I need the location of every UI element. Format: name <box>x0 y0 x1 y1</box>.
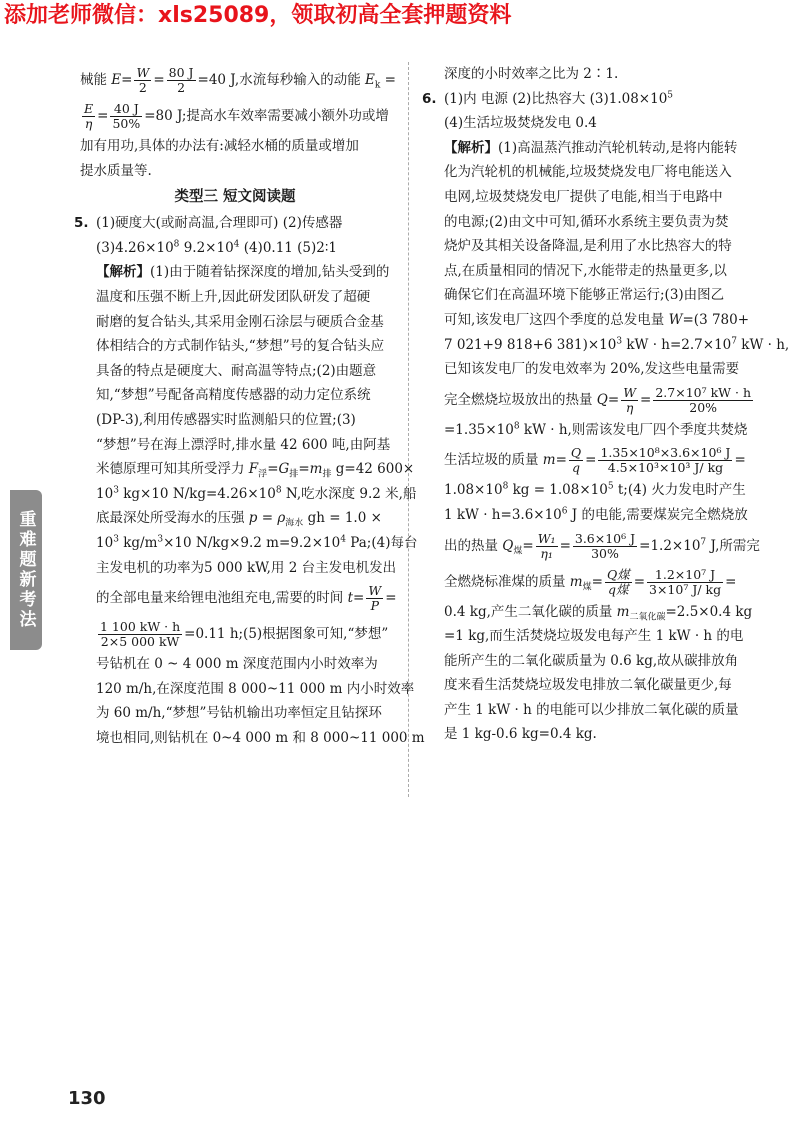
fraction: $\frac{40 J}{50\%}$ <box>112 101 141 131</box>
answer-line: (4)生活垃圾焚烧发电 0.4 <box>444 115 597 132</box>
page-number: 130 <box>68 1088 106 1109</box>
fraction: $\frac{\text{Q煤}}{\text{q煤}}$ <box>606 566 630 597</box>
section-heading: 类型三 短文阅读题 <box>174 189 296 206</box>
analysis-line: $10^3$ kg×10 $N/kg=4.26\times 10^8$ N,吃水深度 9.2 米,船 <box>96 485 417 502</box>
analysis-line: 底最深处所受海水的压强 $p = \rho_{海水}$ gh = 1.0 × <box>96 510 382 529</box>
analysis-line: 全燃烧标准煤的质量 $m_煤=$ $\frac{\text{Q煤}}{\text{q煤}}$ = $\frac{\text{1.2×10⁷ J}}{\text{3×10⁷ J/ kg}}$ = <box>444 566 737 597</box>
analysis-line: 温度和压强不断上升,因此研发团队研发了超硬 <box>96 288 371 305</box>
text-line: $\frac{E}{\eta}$ = $\frac{40 J}{50\%}$ =80 J;提高水车效率需要减小额外功或增 <box>84 101 389 131</box>
analysis-line: 度来看生活焚烧垃圾发电排放二氧化碳量更少,每 <box>444 677 732 694</box>
analysis-line: 1 kW · $h=3.6\times 10^6$ J 的电能,需要煤炭完全燃烧放 <box>444 506 748 523</box>
fraction: $\frac{\text{1.35×10⁸×3.6×10⁶ J}}{\text{4.5×10³×10³ J/ kg}}$ <box>600 445 731 476</box>
analysis-line: (DP-3),利用传感器实时监测船只的位置;(3) <box>96 411 356 428</box>
analysis-line: $=1.35\times 10^8$ kW · h,则需该发电厂四个季度共焚烧 <box>444 421 748 438</box>
analysis-line: $1.08\times 10^8$ kg = $1.08\times 10^5$ t;(4) 火力发电时产生 <box>444 481 746 499</box>
analysis-line: 能所产生的二氧化碳质量为 0.6 kg,故从碳排放角 <box>444 652 739 669</box>
analysis-line: 为 60 m/h,“梦想”号钻机输出功率恒定且钻探环 <box>96 705 382 722</box>
analysis-line: 体相结合的方式制作钻头,“梦想”号的复合钻头应 <box>96 338 385 355</box>
analysis-line: 已知该发电厂的发电效率为 20%,发这些电量需要 <box>444 361 740 378</box>
answer-line: $(3)4.26\times 10^8$ $9.2\times 10^4$ (4)0.11 (5)2∶1 <box>96 239 337 256</box>
fraction: $\frac{\text{3.6×10⁶ J}}{30\%}$ <box>574 530 636 561</box>
analysis-line: 0.4 kg,产生二氧化碳的质量 $m_{二氧化碳}=2.5\times 0.4$ kg <box>444 603 753 623</box>
fraction: $\frac{\text{1.2×10⁷ J}}{\text{3×10⁷ J/ kg}}$ <box>649 566 722 597</box>
analysis-line: 米德原理可知其所受浮力 $F_浮=G_排=m_排$ g=42 600× <box>96 461 415 480</box>
analysis-line: 境也相同,则钻机在 0~4 000 m 和 8 000~11 000 m <box>96 729 425 746</box>
analysis-line: 具备的特点是硬度大、耐高温等特点;(2)由题意 <box>96 362 377 379</box>
fraction: $\frac{\text{2.7×10⁷ kW · h}}{20\%}$ <box>655 384 751 415</box>
fraction: $\frac{E}{\eta}$ <box>84 101 94 131</box>
analysis-line: 主发电机的功率为5 000 kW,用 2 台主发电机发出 <box>96 559 397 576</box>
fraction: $\frac{Q}{q}$ <box>570 445 582 476</box>
analysis-line: 的电源;(2)由文中可知,循环水系统主要负责为焚 <box>444 213 729 230</box>
text-line: 械能 E= $\frac{W}{2}$ = $\frac{80 J}{2}$ =40 J,水流每秒输入的动能 $E_k$ = <box>80 65 396 95</box>
analysis-line: 120 m/h,在深度范围 8 000~11 000 m 内小时效率 <box>96 680 415 697</box>
analysis-line: 出的热量 $Q_煤=$ $\frac{\text{W₁}}{\text{η₁}}$ = $\frac{\text{3.6×10⁶ J}}{30\%}$ $=1.2\times 10^7$ J,所需完 <box>444 530 760 561</box>
text-line: 提水质量等. <box>80 162 152 179</box>
fraction: $\frac{W}{2}$ <box>136 65 150 95</box>
question-number: 6. <box>422 90 437 107</box>
question-number: 5. <box>74 215 89 232</box>
analysis-line: 可知,该发电厂这四个季度的总发电量 W=(3 780+ <box>444 311 750 328</box>
analysis-line: 点,在质量相同的情况下,水能带走的热量更多,以 <box>444 262 727 279</box>
analysis-line: 7 021+9 818+6 $381)\times 10^3$ kW · $h=2.7\times 10^7$ kW · h, <box>444 336 790 353</box>
analysis-line: $10^3$ $kg/m^3\times 10$ N/kg×9.2 $m=9.2\times 10^4$ Pa;(4)每台 <box>96 534 418 551</box>
right-column <box>422 62 790 747</box>
analysis-line: 电网,垃圾焚烧发电厂提供了电能,相当于电路中 <box>444 188 723 205</box>
analysis-line: $\frac{1 100 kW \cdot h}{2\times 5 000 kW}$ =0.11 h;(5)根据图象可知,“梦想” <box>100 619 389 650</box>
analysis-line: 【解析】(1)由于随着钻探深度的增加,钻头受到的 <box>96 264 390 281</box>
chapter-side-tab: 重难题新考法 <box>10 490 42 650</box>
analysis-line: 烧炉及其相关设备降温,是利用了水比热容大的特 <box>444 238 732 255</box>
analysis-line: “梦想”号在海上漂浮时,排水量 42 600 吨,由阿基 <box>96 436 391 453</box>
promo-banner: 添加老师微信：xls25089，领取初高全套押题资料 <box>4 3 512 28</box>
analysis-line: 完全燃烧垃圾放出的热量 Q= $\frac{W}{\eta}$ = $\frac{\text{2.7×10⁷ kW · h}}{20\%}$ <box>444 384 751 415</box>
fraction: $\frac{1 100 kW \cdot h}{2\times 5 000 kW}$ <box>100 619 181 650</box>
text-line: 加有用功,具体的办法有:减轻水桶的质量或增加 <box>80 138 359 154</box>
analysis-line: 【解析】(1)高温蒸汽推动汽轮机转动,是将内能转 <box>444 139 738 156</box>
analysis-line: 的全部电量来给锂电池组充电,需要的时间 t= $\frac{W}{P}$ = <box>96 583 397 614</box>
analysis-line: 号钻机在 0 ~ 4 000 m 深度范围内小时效率为 <box>96 656 378 673</box>
analysis-tag: 【解析】 <box>96 264 150 281</box>
analysis-line: 耐磨的复合钻头,其采用金刚石涂层与硬质合金基 <box>96 313 384 330</box>
analysis-line: 化为汽轮机的机械能,垃圾焚烧发电厂将电能送入 <box>444 164 732 181</box>
analysis-line: 生活垃圾的质量 m= $\frac{Q}{q}$ = $\frac{\text{1.35×10⁸×3.6×10⁶ J}}{\text{4.5×10³×10³ J/ kg}}$ = <box>444 445 746 476</box>
analysis-line: 深度的小时效率之比为 2∶1. <box>444 66 619 82</box>
analysis-tag: 【解析】 <box>444 139 498 156</box>
fraction: $\frac{W}{\eta}$ <box>623 384 637 415</box>
analysis-line: =1 kg,而生活焚烧垃圾发电每产生 1 kW · h 的电 <box>444 628 744 645</box>
answer-line: 5. (1)硬度大(或耐高温,合理即可) (2)传感器 <box>80 211 390 236</box>
left-column <box>74 62 425 750</box>
analysis-line: 确保它们在高温环境下能够正常运行;(3)由图乙 <box>444 287 725 304</box>
fraction: $\frac{W}{P}$ <box>368 583 382 614</box>
fraction: $\frac{\text{W₁}}{\text{η₁}}$ <box>537 530 556 561</box>
analysis-line: 知,“梦想”号配备高精度传感器的动力定位系统 <box>96 387 371 404</box>
answer-line: 6. (1)内 电源 (2)比热容大 $(3)1.08\times 10^5$ <box>428 87 744 112</box>
analysis-line: 产生 1 kW · h 的电能可以少排放二氧化碳的质量 <box>444 701 739 718</box>
fraction: $\frac{80 J}{2}$ <box>168 65 194 95</box>
analysis-line: 是 1 kg-0.6 kg=0.4 kg. <box>444 726 597 743</box>
